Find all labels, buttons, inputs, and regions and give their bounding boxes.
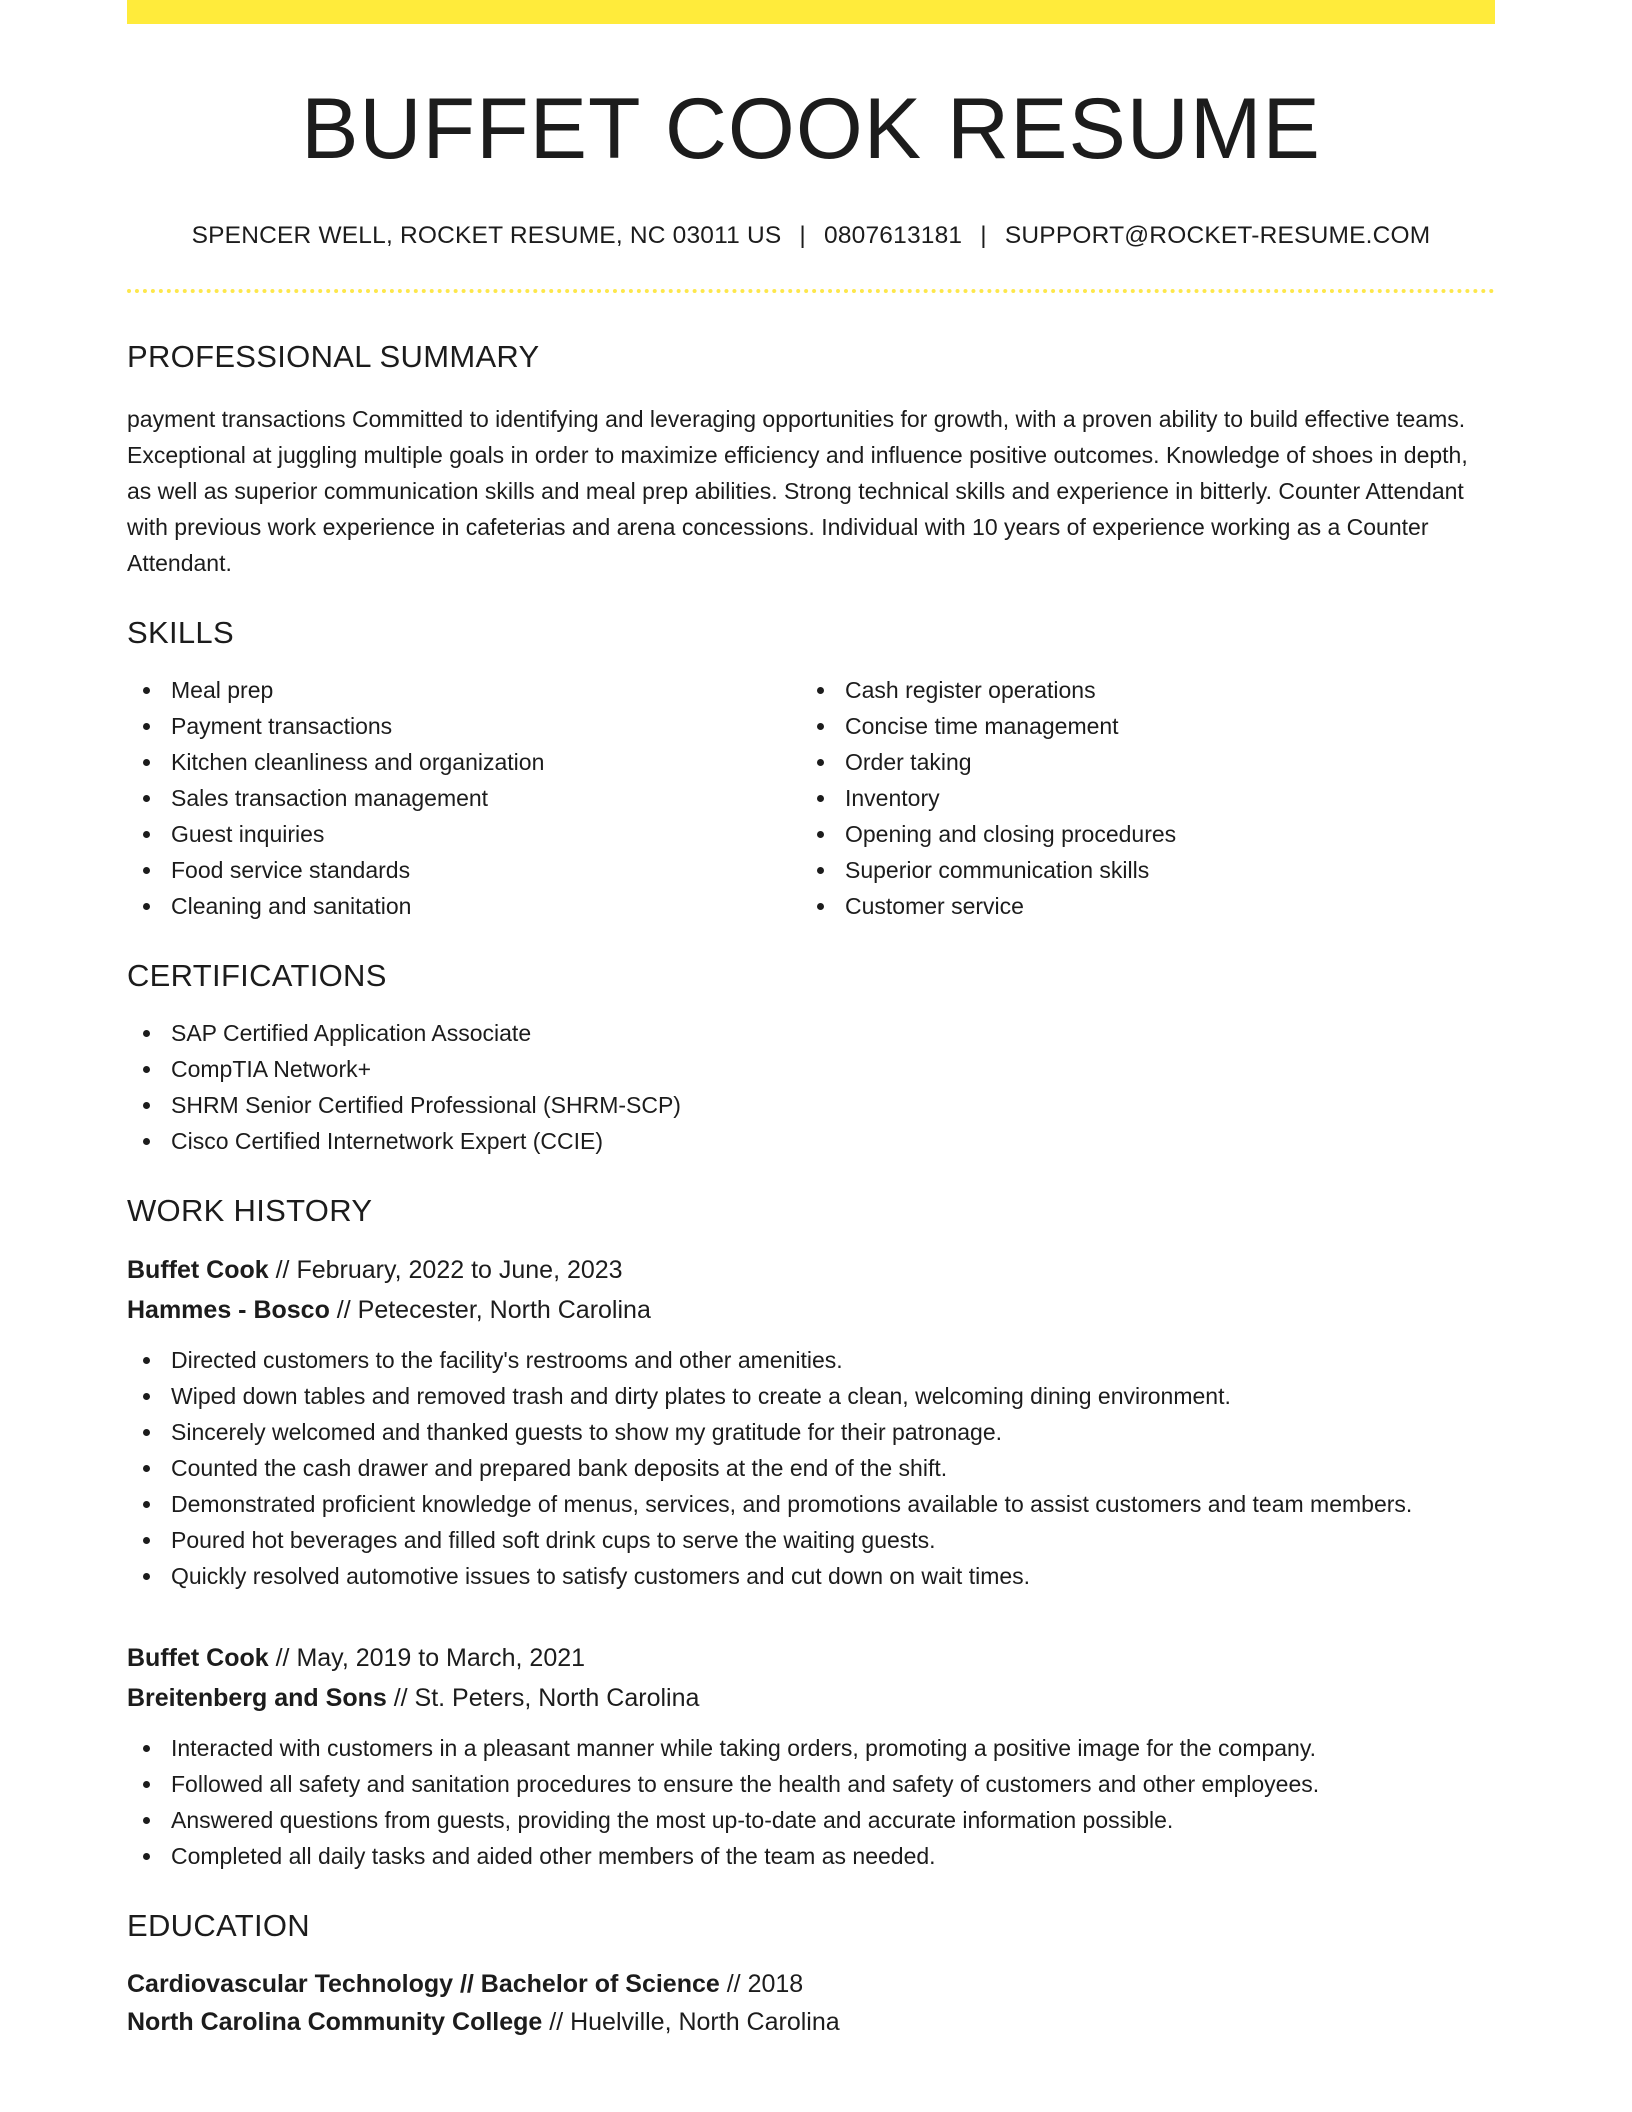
education-school: North Carolina Community College	[127, 2007, 543, 2036]
accent-top-bar	[127, 0, 1495, 24]
skills-list-right	[801, 672, 1475, 924]
job-dates: // February, 2022 to June, 2023	[268, 1255, 623, 1284]
job-duties-list	[127, 1730, 1495, 1874]
job-company-line	[127, 1678, 1495, 1718]
job-duty: Answered questions from guests, providing the most up-to-date and accurate information possible.	[127, 1802, 1495, 1838]
summary-heading: PROFESSIONAL SUMMARY	[127, 338, 540, 374]
skills-heading: SKILLS	[127, 614, 234, 650]
skill-item: Customer service	[801, 888, 1475, 924]
certifications-heading: CERTIFICATIONS	[127, 957, 387, 993]
dotted-divider	[127, 289, 1495, 293]
education-location: // Huelville, North Carolina	[542, 2007, 840, 2036]
job-title: Buffet Cook	[127, 1643, 269, 1672]
skill-item: Payment transactions	[127, 708, 801, 744]
skill-item: Kitchen cleanliness and organization	[127, 744, 801, 780]
skill-item: Inventory	[801, 780, 1475, 816]
job-duty: Demonstrated proficient knowledge of menus, services, and promotions available to assist customers and team members.	[127, 1486, 1495, 1522]
job-title-line	[127, 1638, 1495, 1678]
summary-text: payment transactions Committed to identifying and leveraging opportunities for growth, with a proven ability to build effective teams. Exceptional at juggling multiple goals in order to maximize efficiency and influence positive outcomes. Knowledge of shoes in depth, as well as superior communication skills and meal prep abilities. Strong technical skills and experience in bitterly. Counter Attendant with previous work experience in cafeterias and arena concessions. Individual with 10 years of experience working as a Counter Attendant.	[127, 405, 1468, 576]
job-duty: Counted the cash drawer and prepared bank deposits at the end of the shift.	[127, 1450, 1495, 1486]
skills-grid	[127, 672, 1495, 924]
skill-item: Food service standards	[127, 852, 801, 888]
resume-title: BUFFET COOK RESUME	[301, 81, 1321, 177]
job-duty: Poured hot beverages and filled soft drink cups to serve the waiting guests.	[127, 1522, 1495, 1558]
job-duty: Completed all daily tasks and aided other members of the team as needed.	[127, 1838, 1495, 1874]
job-duty: Wiped down tables and removed trash and dirty plates to create a clean, welcoming dining environment.	[127, 1378, 1495, 1414]
job-company-line	[127, 1290, 1495, 1330]
skill-item: Cash register operations	[801, 672, 1475, 708]
job-duty: Followed all safety and sanitation procedures to ensure the health and safety of customers and other employees.	[127, 1766, 1495, 1802]
contact-separator: |	[980, 222, 987, 249]
job-duties-list	[127, 1342, 1495, 1594]
education-degree: Cardiovascular Technology // Bachelor of Science	[127, 1969, 720, 1998]
skill-item: Superior communication skills	[801, 852, 1475, 888]
job-title-line	[127, 1250, 1495, 1290]
education-year: // 2018	[719, 1969, 804, 1998]
job-duty: Interacted with customers in a pleasant manner while taking orders, promoting a positive image for the company.	[127, 1730, 1495, 1766]
education-school-line	[127, 2003, 1495, 2041]
job-location: // St. Peters, North Carolina	[386, 1683, 700, 1712]
skill-item: Opening and closing procedures	[801, 816, 1475, 852]
education-heading: EDUCATION	[127, 1907, 310, 1943]
resume-page	[127, 0, 1495, 2041]
skill-item: Sales transaction management	[127, 780, 801, 816]
education-entry	[127, 1965, 1495, 2041]
job-duty: Sincerely welcomed and thanked guests to show my gratitude for their patronage.	[127, 1414, 1495, 1450]
certification-item: SHRM Senior Certified Professional (SHRM-SCP)	[127, 1087, 1495, 1123]
certification-item: SAP Certified Application Associate	[127, 1015, 1495, 1051]
skill-item: Meal prep	[127, 672, 801, 708]
certification-item: CompTIA Network+	[127, 1051, 1495, 1087]
skills-list-left	[127, 672, 801, 924]
job-duty: Directed customers to the facility's restrooms and other amenities.	[127, 1342, 1495, 1378]
job-duty: Quickly resolved automotive issues to satisfy customers and cut down on wait times.	[127, 1558, 1495, 1594]
contact-phone: 0807613181	[824, 222, 963, 249]
job-entry	[127, 1250, 1495, 1594]
certification-item: Cisco Certified Internetwork Expert (CCIE)	[127, 1123, 1495, 1159]
job-dates: // May, 2019 to March, 2021	[268, 1643, 586, 1672]
contact-line	[127, 224, 1495, 249]
skill-item: Order taking	[801, 744, 1475, 780]
job-title: Buffet Cook	[127, 1255, 269, 1284]
education-degree-line	[127, 1965, 1495, 2003]
job-location: // Petecester, North Carolina	[329, 1295, 651, 1324]
contact-email: SUPPORT@ROCKET-RESUME.COM	[1004, 222, 1431, 249]
work-history-heading: WORK HISTORY	[127, 1192, 373, 1228]
job-company: Breitenberg and Sons	[127, 1683, 387, 1712]
skill-item: Cleaning and sanitation	[127, 888, 801, 924]
skill-item: Guest inquiries	[127, 816, 801, 852]
skill-item: Concise time management	[801, 708, 1475, 744]
contact-address: SPENCER WELL, ROCKET RESUME, NC 03011 US	[191, 222, 782, 249]
contact-separator: |	[799, 222, 806, 249]
job-entry	[127, 1638, 1495, 1874]
job-company: Hammes - Bosco	[127, 1295, 330, 1324]
certifications-list	[127, 1015, 1495, 1159]
